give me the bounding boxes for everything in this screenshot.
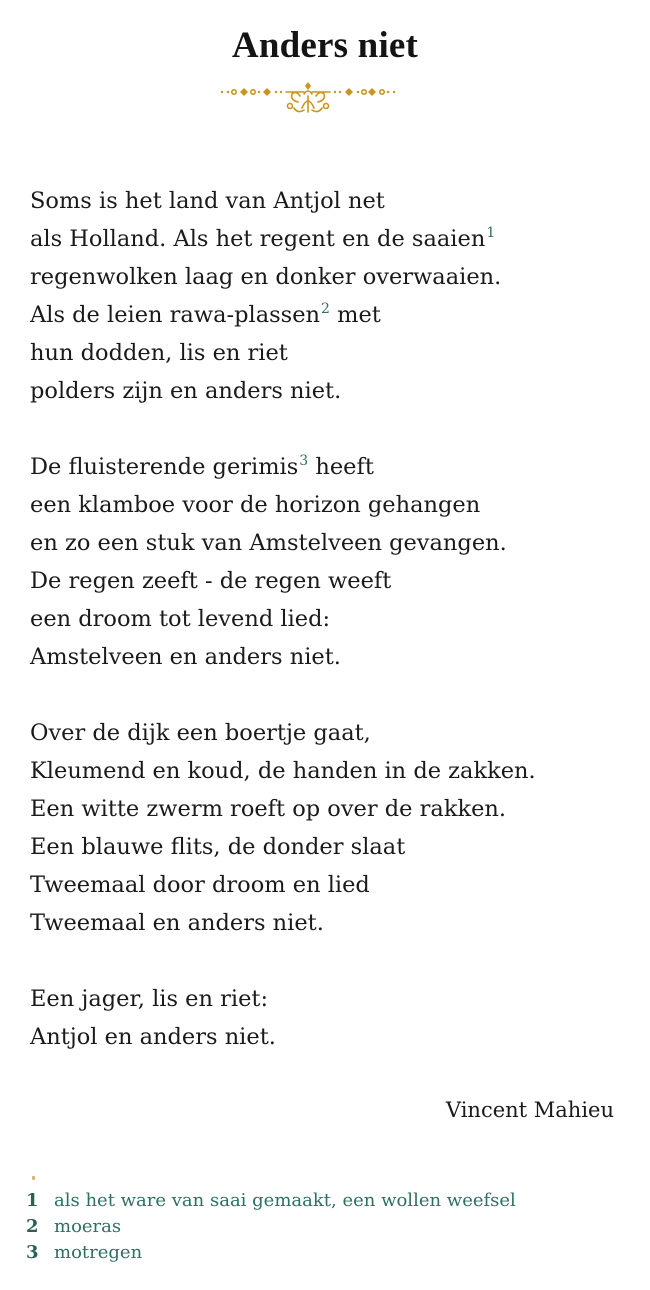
line-text: regenwolken laag en donker overwaaien.: [30, 264, 502, 290]
line-text: Tweemaal en anders niet.: [30, 910, 324, 936]
poem-line: [30, 828, 630, 866]
poem-line: [30, 752, 630, 790]
stanza: [30, 182, 630, 410]
line-text: Antjol en anders niet.: [30, 1024, 276, 1050]
poem-line: [30, 296, 630, 334]
footnote-marker: 1: [486, 225, 496, 241]
poem-line: [30, 334, 630, 372]
poem-line: [30, 980, 630, 1018]
poem-title: Anders niet: [231, 25, 419, 66]
poem-line: [30, 790, 630, 828]
poem-line: [30, 258, 630, 296]
line-text: en zo een stuk van Amstelveen gevangen.: [30, 530, 507, 556]
line-text: Soms is het land van Antjol net: [30, 188, 385, 214]
poem-line: [30, 182, 630, 220]
footnote-marker: 3: [299, 453, 309, 469]
line-text: Een blauwe flits, de donder slaat: [30, 834, 406, 860]
poem-body: [30, 182, 630, 1094]
line-text: Over de dijk een boertje gaat,: [30, 720, 371, 746]
footnote-number: 1: [26, 1190, 39, 1211]
poem-line: [30, 1018, 630, 1056]
line-text: polders zijn en anders niet.: [30, 378, 342, 404]
footnote-item: [26, 1214, 626, 1240]
print-speck: [32, 1176, 35, 1180]
line-text: een klamboe voor de horizon gehangen: [30, 492, 481, 518]
poem-line: [30, 220, 630, 258]
line-text: Kleumend en koud, de handen in de zakken.: [30, 758, 536, 784]
footnote-item: [26, 1188, 626, 1214]
stanza: [30, 980, 630, 1056]
decorative-flourish-icon: [218, 78, 398, 118]
line-text: Een jager, lis en riet:: [30, 986, 269, 1012]
line-text-after: met: [329, 302, 381, 328]
line-text: De fluisterende gerimis: [30, 454, 299, 480]
footnote-item: [26, 1240, 626, 1266]
footnote-number: 3: [26, 1242, 39, 1263]
stanza: [30, 448, 630, 676]
line-text: De regen zeeft - de regen weeft: [30, 568, 392, 594]
line-text-after: heeft: [308, 454, 374, 480]
line-text: een droom tot levend lied:: [30, 606, 331, 632]
poem-line: [30, 448, 630, 486]
line-text: Tweemaal door droom en lied: [30, 872, 370, 898]
footnotes: [26, 1188, 626, 1266]
poem-author: Vincent Mahieu: [445, 1098, 614, 1122]
line-text: Een witte zwerm roeft op over de rakken.: [30, 796, 507, 822]
poem-line: [30, 904, 630, 942]
poem-line: [30, 562, 630, 600]
stanza: [30, 714, 630, 942]
poem-line: [30, 714, 630, 752]
poem-line: [30, 486, 630, 524]
line-text: als Holland. Als het regent en de saaien: [30, 226, 486, 252]
footnote-text: als het ware van saai gemaakt, een wollen weefsel: [54, 1190, 516, 1211]
poem-line: [30, 600, 630, 638]
line-text: hun dodden, lis en riet: [30, 340, 288, 366]
poem-line: [30, 372, 630, 410]
footnote-text: moeras: [54, 1216, 122, 1237]
line-text: Amstelveen en anders niet.: [30, 644, 341, 670]
footnote-number: 2: [26, 1216, 39, 1237]
line-text: Als de leien rawa-plassen: [30, 302, 321, 328]
poem-line: [30, 524, 630, 562]
poem-line: [30, 638, 630, 676]
poem-line: [30, 866, 630, 904]
footnote-marker: 2: [321, 301, 330, 317]
footnote-text: motregen: [54, 1242, 143, 1263]
